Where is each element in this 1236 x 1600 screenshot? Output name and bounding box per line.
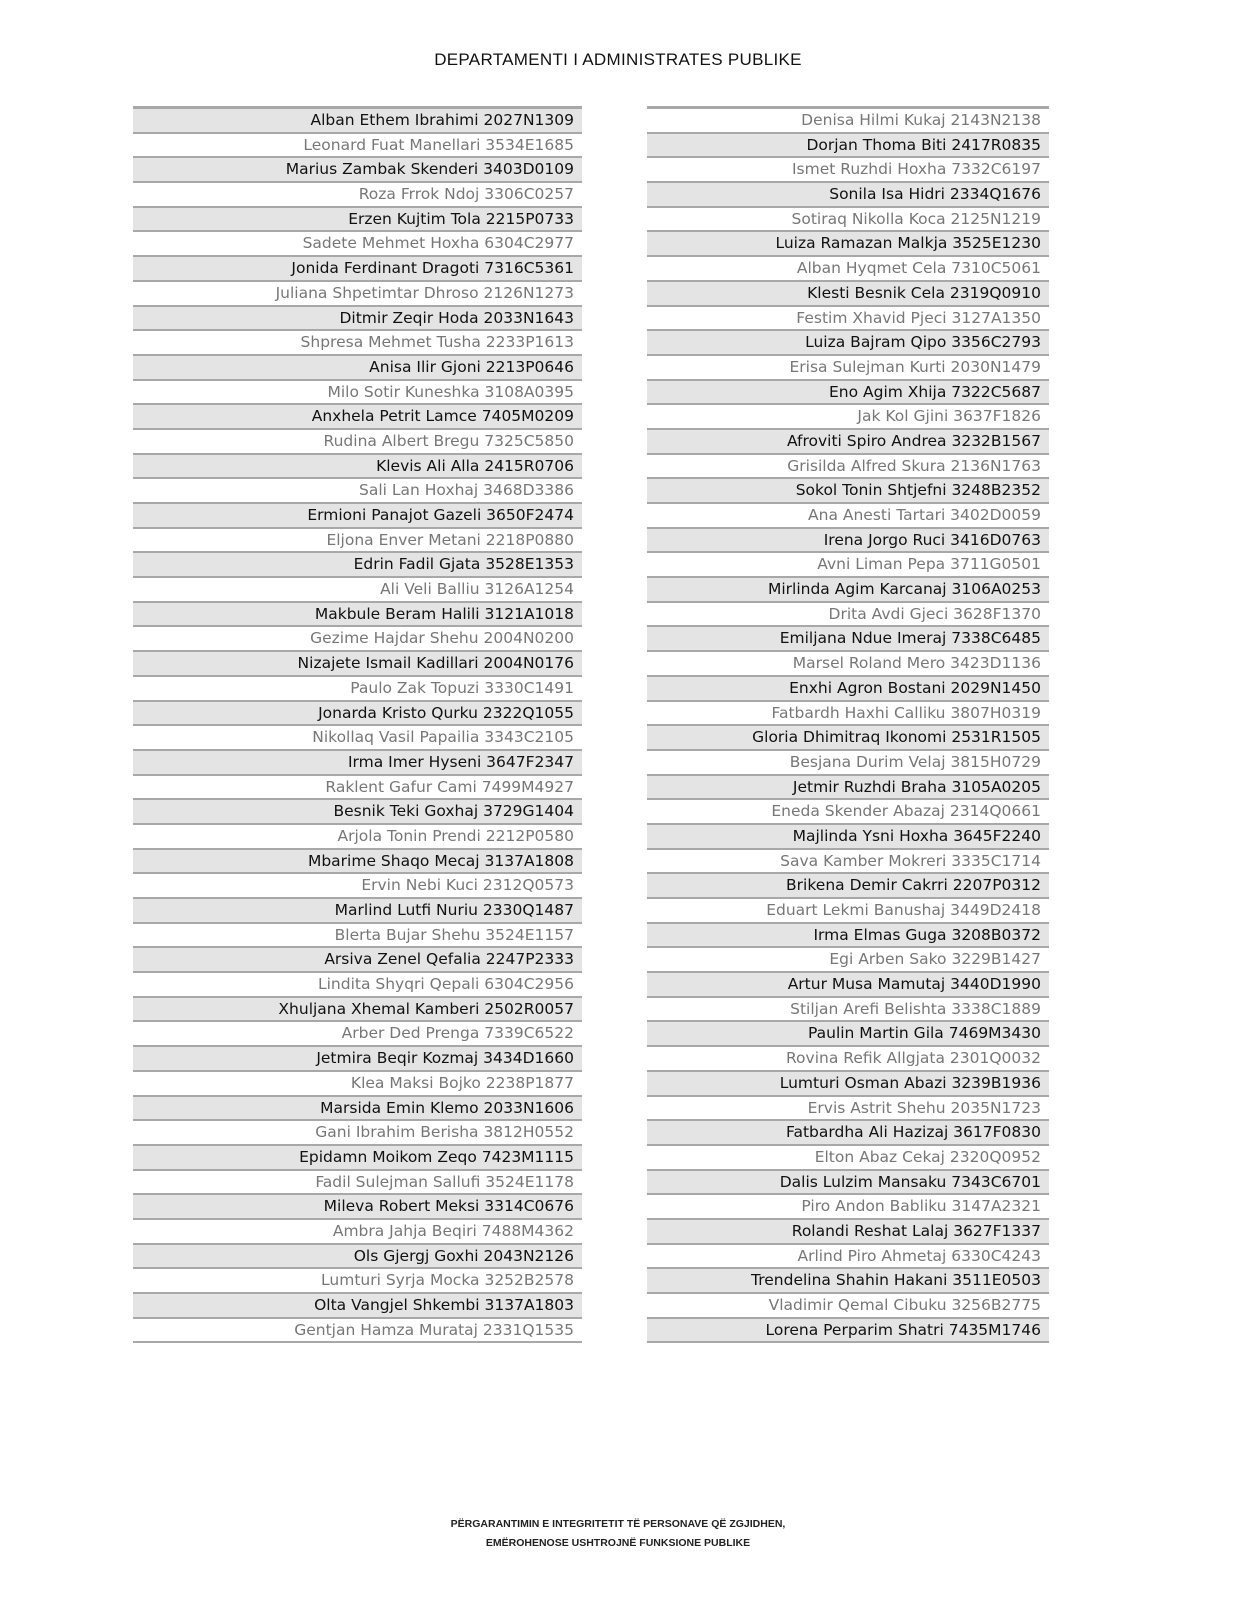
list-item: Juliana Shpetimtar Dhroso 2126N1273 [133, 282, 582, 307]
list-item: Jetmir Ruzhdi Braha 3105A0205 [647, 776, 1049, 801]
list-item: Eneda Skender Abazaj 2314Q0661 [647, 800, 1049, 825]
list-item: Egi Arben Sako 3229B1427 [647, 948, 1049, 973]
list-item: Eljona Enver Metani 2218P0880 [133, 529, 582, 554]
list-item: Fadil Sulejman Sallufi 3524E1178 [133, 1171, 582, 1196]
list-item: Grisilda Alfred Skura 2136N1763 [647, 455, 1049, 480]
list-item: Fatbardha Ali Hazizaj 3617F0830 [647, 1121, 1049, 1146]
list-item: Marius Zambak Skenderi 3403D0109 [133, 158, 582, 183]
list-item: Ols Gjergj Goxhi 2043N2126 [133, 1245, 582, 1270]
list-item: Alban Hyqmet Cela 7310C5061 [647, 257, 1049, 282]
left-name-list [133, 106, 582, 1343]
list-item: Irma Imer Hyseni 3647F2347 [133, 751, 582, 776]
list-item: Luiza Ramazan Malkja 3525E1230 [647, 232, 1049, 257]
list-item: Lumturi Osman Abazi 3239B1936 [647, 1072, 1049, 1097]
list-item: Majlinda Ysni Hoxha 3645F2240 [647, 825, 1049, 850]
list-item: Gloria Dhimitraq Ikonomi 2531R1505 [647, 726, 1049, 751]
list-item: Gezime Hajdar Shehu 2004N0200 [133, 627, 582, 652]
list-item: Eduart Lekmi Banushaj 3449D2418 [647, 899, 1049, 924]
list-item: Besnik Teki Goxhaj 3729G1404 [133, 800, 582, 825]
list-item: Nikollaq Vasil Papailia 3343C2105 [133, 726, 582, 751]
list-item: Afroviti Spiro Andrea 3232B1567 [647, 430, 1049, 455]
list-item: Anxhela Petrit Lamce 7405M0209 [133, 405, 582, 430]
list-item: Ditmir Zeqir Hoda 2033N1643 [133, 307, 582, 332]
list-item: Luiza Bajram Qipo 3356C2793 [647, 331, 1049, 356]
list-item: Roza Frrok Ndoj 3306C0257 [133, 183, 582, 208]
list-item: Jetmira Beqir Kozmaj 3434D1660 [133, 1047, 582, 1072]
list-item: Arjola Tonin Prendi 2212P0580 [133, 825, 582, 850]
list-item: Rovina Refik Allgjata 2301Q0032 [647, 1047, 1049, 1072]
list-item: Sotiraq Nikolla Koca 2125N1219 [647, 208, 1049, 233]
list-item: Lorena Perparim Shatri 7435M1746 [647, 1319, 1049, 1344]
list-item: Irma Elmas Guga 3208B0372 [647, 924, 1049, 949]
list-item: Sadete Mehmet Hoxha 6304C2977 [133, 232, 582, 257]
list-item: Avni Liman Pepa 3711G0501 [647, 553, 1049, 578]
list-item: Milo Sotir Kuneshka 3108A0395 [133, 381, 582, 406]
list-item: Enxhi Agron Bostani 2029N1450 [647, 677, 1049, 702]
list-item: Vladimir Qemal Cibuku 3256B2775 [647, 1294, 1049, 1319]
list-item: Lumturi Syrja Mocka 3252B2578 [133, 1269, 582, 1294]
list-item: Ana Anesti Tartari 3402D0059 [647, 504, 1049, 529]
list-item: Mbarime Shaqo Mecaj 3137A1808 [133, 850, 582, 875]
list-item: Irena Jorgo Ruci 3416D0763 [647, 529, 1049, 554]
list-item: Eno Agim Xhija 7322C5687 [647, 381, 1049, 406]
list-item: Rolandi Reshat Lalaj 3627F1337 [647, 1220, 1049, 1245]
list-item: Arsiva Zenel Qefalia 2247P2333 [133, 948, 582, 973]
list-item: Sali Lan Hoxhaj 3468D3386 [133, 479, 582, 504]
list-item: Epidamn Moikom Zeqo 7423M1115 [133, 1146, 582, 1171]
list-item: Lindita Shyqri Qepali 6304C2956 [133, 973, 582, 998]
list-item: Denisa Hilmi Kukaj 2143N2138 [647, 109, 1049, 134]
list-item: Ervin Nebi Kuci 2312Q0573 [133, 874, 582, 899]
list-item: Leonard Fuat Manellari 3534E1685 [133, 134, 582, 159]
footer-line-2: EMËROHENOSE USHTROJNË FUNKSIONE PUBLIKE [485, 1537, 751, 1549]
list-item: Mileva Robert Meksi 3314C0676 [133, 1195, 582, 1220]
list-item: Shpresa Mehmet Tusha 2233P1613 [133, 331, 582, 356]
list-item: Klevis Ali Alla 2415R0706 [133, 455, 582, 480]
footer-line-1: PËRGARANTIMIN E INTEGRITETIT TË PERSONAVE QË ZGJIDHEN, [450, 1518, 786, 1530]
list-item: Ismet Ruzhdi Hoxha 7332C6197 [647, 158, 1049, 183]
list-item: Dorjan Thoma Biti 2417R0835 [647, 134, 1049, 159]
list-item: Ambra Jahja Beqiri 7488M4362 [133, 1220, 582, 1245]
list-item: Alban Ethem Ibrahimi 2027N1309 [133, 109, 582, 134]
list-item: Marsida Emin Klemo 2033N1606 [133, 1097, 582, 1122]
list-item: Klesti Besnik Cela 2319Q0910 [647, 282, 1049, 307]
list-item: Ermioni Panajot Gazeli 3650F2474 [133, 504, 582, 529]
list-item: Artur Musa Mamutaj 3440D1990 [647, 973, 1049, 998]
list-item: Nizajete Ismail Kadillari 2004N0176 [133, 652, 582, 677]
list-item: Marsel Roland Mero 3423D1136 [647, 652, 1049, 677]
list-item: Olta Vangjel Shkembi 3137A1803 [133, 1294, 582, 1319]
page-footer [0, 1515, 1236, 1553]
list-item: Arlind Piro Ahmetaj 6330C4243 [647, 1245, 1049, 1270]
list-item: Besjana Durim Velaj 3815H0729 [647, 751, 1049, 776]
right-name-list [647, 106, 1049, 1343]
list-item: Trendelina Shahin Hakani 3511E0503 [647, 1269, 1049, 1294]
list-item: Raklent Gafur Cami 7499M4927 [133, 776, 582, 801]
list-item: Brikena Demir Cakrri 2207P0312 [647, 874, 1049, 899]
page-title: DEPARTAMENTI I ADMINISTRATES PUBLIKE [434, 50, 802, 69]
list-item: Gentjan Hamza Murataj 2331Q1535 [133, 1319, 582, 1344]
list-item: Arber Ded Prenga 7339C6522 [133, 1022, 582, 1047]
list-item: Jonida Ferdinant Dragoti 7316C5361 [133, 257, 582, 282]
list-item: Piro Andon Babliku 3147A2321 [647, 1195, 1049, 1220]
list-item: Klea Maksi Bojko 2238P1877 [133, 1072, 582, 1097]
list-item: Xhuljana Xhemal Kamberi 2502R0057 [133, 998, 582, 1023]
list-item: Ali Veli Balliu 3126A1254 [133, 578, 582, 603]
list-item: Emiljana Ndue Imeraj 7338C6485 [647, 627, 1049, 652]
list-item: Paulin Martin Gila 7469M3430 [647, 1022, 1049, 1047]
list-item: Edrin Fadil Gjata 3528E1353 [133, 553, 582, 578]
list-item: Paulo Zak Topuzi 3330C1491 [133, 677, 582, 702]
list-item: Sava Kamber Mokreri 3335C1714 [647, 850, 1049, 875]
list-item: Anisa Ilir Gjoni 2213P0646 [133, 356, 582, 381]
list-item: Stiljan Arefi Belishta 3338C1889 [647, 998, 1049, 1023]
list-item: Drita Avdi Gjeci 3628F1370 [647, 603, 1049, 628]
list-item: Sonila Isa Hidri 2334Q1676 [647, 183, 1049, 208]
list-item: Rudina Albert Bregu 7325C5850 [133, 430, 582, 455]
list-item: Gani Ibrahim Berisha 3812H0552 [133, 1121, 582, 1146]
list-item: Sokol Tonin Shtjefni 3248B2352 [647, 479, 1049, 504]
list-item: Marlind Lutfi Nuriu 2330Q1487 [133, 899, 582, 924]
list-item: Ervis Astrit Shehu 2035N1723 [647, 1097, 1049, 1122]
list-item: Erzen Kujtim Tola 2215P0733 [133, 208, 582, 233]
list-item: Blerta Bujar Shehu 3524E1157 [133, 924, 582, 949]
list-item: Jak Kol Gjini 3637F1826 [647, 405, 1049, 430]
list-item: Elton Abaz Cekaj 2320Q0952 [647, 1146, 1049, 1171]
list-item: Makbule Beram Halili 3121A1018 [133, 603, 582, 628]
list-item: Festim Xhavid Pjeci 3127A1350 [647, 307, 1049, 332]
list-item: Fatbardh Haxhi Calliku 3807H0319 [647, 702, 1049, 727]
list-item: Jonarda Kristo Qurku 2322Q1055 [133, 702, 582, 727]
list-item: Mirlinda Agim Karcanaj 3106A0253 [647, 578, 1049, 603]
list-item: Dalis Lulzim Mansaku 7343C6701 [647, 1171, 1049, 1196]
list-item: Erisa Sulejman Kurti 2030N1479 [647, 356, 1049, 381]
